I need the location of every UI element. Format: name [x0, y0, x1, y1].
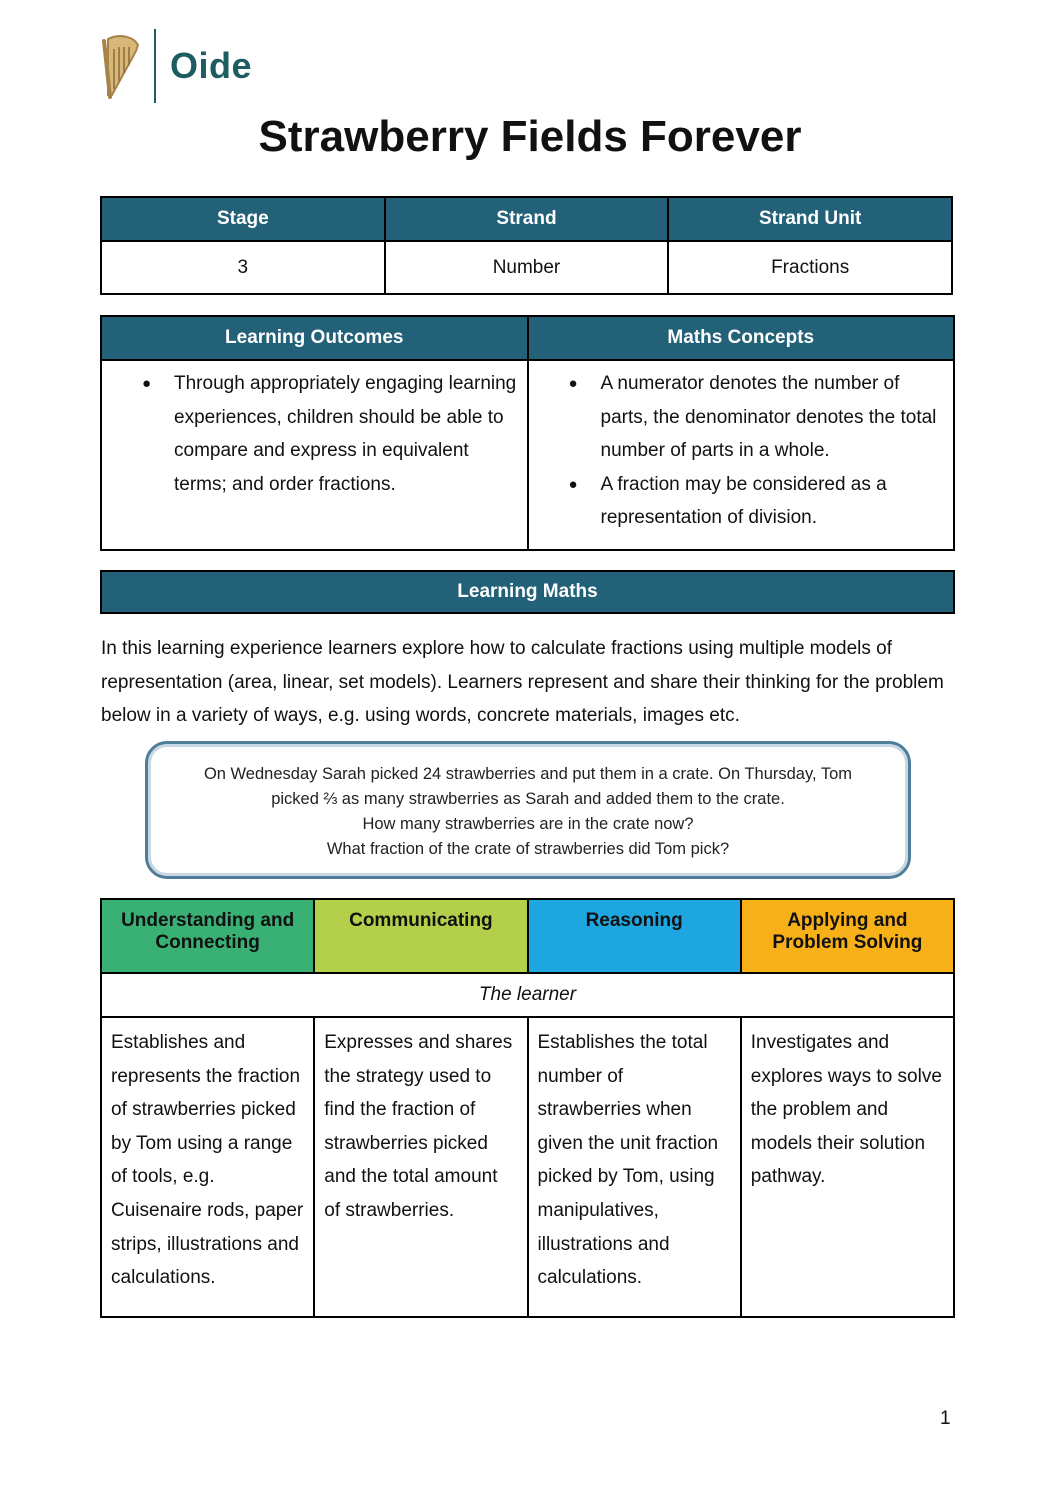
problem-line: picked ⅔ as many strawberries as Sarah and added them to the crate.: [271, 790, 785, 808]
reasoning-header: Reasoning: [528, 899, 741, 973]
list-item: ● A numerator denotes the number of parts, the denominator denotes the total number of parts in a whole.: [601, 367, 944, 468]
problem-line: On Wednesday Sarah picked 24 strawberries and put them in a crate. On Thursday, Tom: [203, 765, 853, 783]
logo-divider: [154, 29, 156, 103]
learning-outcomes-cell: [101, 360, 528, 550]
harp-icon: [100, 31, 144, 101]
reasoning-desc: Establishes the total number of strawberries when given the unit fraction picked by Tom, using manipulatives, illustrations and calculations.: [528, 1017, 741, 1317]
strand-header: Strand: [385, 197, 669, 241]
problem-line: What fraction of the crate of strawberries did Tom pick?: [326, 840, 730, 858]
applying-problem-solving-desc: Investigates and explores ways to solve the problem and models their solution pathway.: [741, 1017, 954, 1317]
page-number: 1: [940, 1408, 951, 1429]
strand-unit-header: Strand Unit: [668, 197, 952, 241]
maths-concepts-cell: [528, 360, 955, 550]
page-title: Strawberry Fields Forever: [258, 112, 802, 161]
learning-outcomes-header: Learning Outcomes: [101, 316, 528, 360]
logo-text: Oide: [170, 45, 253, 86]
skills-table: [100, 898, 955, 1318]
stage-header: Stage: [101, 197, 385, 241]
stage-value: 3: [101, 241, 385, 294]
communicating-header: Communicating: [314, 899, 527, 973]
maths-concepts-header: Maths Concepts: [528, 316, 955, 360]
oide-logo: [100, 28, 252, 104]
stage-table: [100, 196, 953, 295]
problem-box: [145, 741, 911, 879]
communicating-desc: Expresses and shares the strategy used to find the fraction of strawberries picked and the total amount of strawberries.: [314, 1017, 527, 1317]
learning-maths-header: Learning Maths: [100, 570, 955, 614]
strand-unit-value: Fractions: [668, 241, 952, 294]
applying-problem-solving-header: Applying and Problem Solving: [741, 899, 954, 973]
strand-value: Number: [385, 241, 669, 294]
list-item: ● Through appropriately engaging learning experiences, children should be able to compare and express in equivalent terms; and order fractions.: [174, 367, 517, 501]
the-learner-row: The learner: [101, 973, 954, 1017]
outcomes-table: [100, 315, 955, 551]
understanding-connecting-desc: Establishes and represents the fraction of strawberries picked by Tom using a range of tools, e.g. Cuisenaire rods, paper strips, illustrations and calculations.: [101, 1017, 314, 1317]
understanding-connecting-header: Understanding and Connecting: [101, 899, 314, 973]
intro-paragraph: In this learning experience learners explore how to calculate fractions using multiple models of representation (area, linear, set models). Learners represent and share their thinking for the problem below in a variety of ways, e.g. using words, concrete materials, images etc.: [101, 638, 944, 727]
problem-line: How many strawberries are in the crate now?: [362, 815, 694, 833]
list-item: ● A fraction may be considered as a representation of division.: [601, 468, 944, 535]
